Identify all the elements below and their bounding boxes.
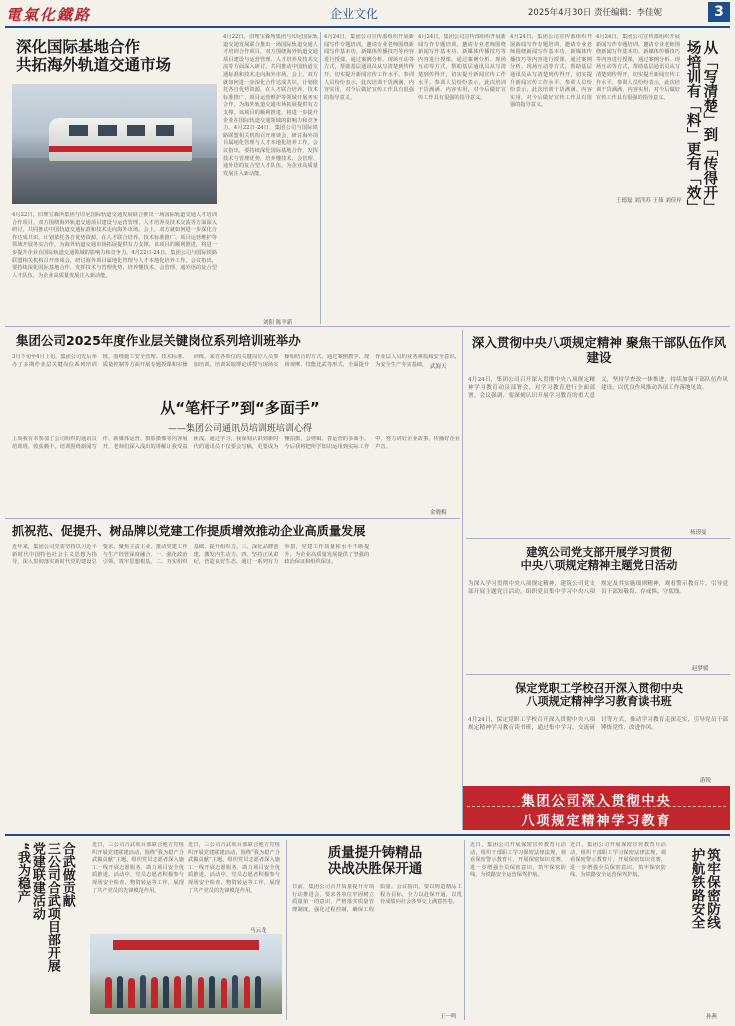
headline-pen-to-allrounder: 从“笔杆子”到“多面手” (160, 399, 320, 417)
masthead (0, 0, 735, 24)
headline-eight-rules-cadres: 深入贯彻中央八项规定精神 聚焦干部队伍作风建设 (471, 335, 727, 365)
page-number: 3 (708, 2, 730, 22)
byline-training: 武海天 (430, 364, 447, 370)
headline-baoding-school: 保定党职工学校召开深入贯彻中央 八项规定精神学习教育读书班 (515, 682, 683, 709)
headline-quality-improvement: 质量提升铸精品 决战决胜保开通 (327, 845, 423, 877)
headline-hewu-joint-activity: 合武做贡献 三公司合武项目部开展 党建联建活动 “我为稳产 (14, 842, 75, 972)
body-safety-part2: 近日，集团公司开展保密宣传教育月活动，组织干部职工学习保密法律法规，观看保密警示教育片，开展保密知识竞赛，进一步增强全员保密意识，筑牢保密防线，为铁路安全运营保驾护航。 (570, 842, 666, 879)
byline-intl: 刘阳 陈羊新 (263, 320, 293, 326)
photo-train-platform (12, 84, 217, 204)
headline-safety-secrecy: 筑牢保密防线 护航铁路安全 (688, 848, 721, 929)
body-hewu-part1: 近日，三公司合武项目部联合地方党组织开展党建联建活动，围绕“我为稳产合武做贡献”主题，组织党员志愿者深入施工一线开展志愿服务，助力项目安全优质推进。活动中，党员志愿者积极参与现场安全检查、物资转运等工作，展现了共产党员的先锋模范作用。 (92, 842, 184, 894)
byline-writing: 王德磊 刘洋苏 王茹 刘佳岸 (616, 198, 682, 204)
headline-construction-party: 建筑公司党支部开展学习贯彻 中央八项规定精神主题党日活动 (520, 546, 678, 573)
study-campaign-banner: 集团公司深入贯彻中央 八项规定精神学习教育 (463, 786, 730, 830)
body-writing-part4: 4月24日，集团公司宣传部组织开展新闻写作专题培训，邀请专业老师围绕新闻写作基本功、新媒体传播技巧等内容进行授课，通过案例分析、现场互动等方式，帮助基层通讯员从写清楚到传得开，切实提升新闻宣传工作水平。参训人员纷纷表示，此次培训干货满满、内容实用，对今后做好宣传工作具有很强的指导意义。 (596, 34, 680, 101)
headline-training-class: 集团公司2025年度作业层关键岗位系列培训班举办 (16, 333, 301, 348)
body-writing-part1: 4月24日，集团公司宣传部组织开展新闻写作专题培训，邀请专业老师围绕新闻写作基本功、新媒体传播技巧等内容进行授课，通过案例分析、现场互动等方式，帮助基层通讯员从写清楚到传得开，切实提升新闻宣传工作水平。参训人员纷纷表示，此次培训干货满满、内容实用，对今后做好宣传工作具有很强的指导意义。 (324, 34, 414, 101)
byline-school: 游锐 (700, 778, 712, 784)
headline-intl-cooperation: 深化国际基地合作 共拓海外轨道交通市场 (16, 38, 172, 75)
body-eight-rules-cadres: 4月24日，集团公司召开深入贯彻中央八项规定精神学习教育动员部署会，对学习教育进行全面部署。会议强调，要深刻认识开展学习教育的重大意义，坚持学查改一体推进，持续加强干部队伍作风建设，以优良作风推动各项工作落地见效。 (468, 377, 728, 399)
byline-eight-rules: 杨璟曼 (690, 530, 707, 536)
body-quality-improvement: 日前，集团公司召开质量提升专项行动推进会，要求各单位牢固树立质量第一的意识，严格落实质量管理制度，强化过程控制，确保工程质量。会议指出，要以铸造精品工程为目标，全力以赴保开通，以优异成绩向社会各界交上满意答卷。 (292, 884, 462, 913)
masthead-rule (5, 26, 730, 28)
body-training: 3月下旬至4月上旬，集团公司先后举办了多期作业层关键岗位系列培训班，围绕施工安全管理、技术标准、质量控制等方面开展专题授课和实操训练，来自各单位的关键岗位人员参加培训。培训采取理论讲授与现场实操相结合的方式，通过案例教学、现场观摩、技能比武等形式，全面提升作业层人员的业务素质和安全意识，为安全生产夯实基础。 (12, 354, 460, 368)
body-baoding-school: 4月24日，保定党职工学校召开深入贯彻中央八项规定精神学习教育读书班，通过集中学习、交流研讨等方式，推动学习教育走深走实，引导党员干部锤炼党性、改进作风。 (468, 717, 728, 731)
body-intl-part2: 4月22日，旧理宝森所集团与印尼国际轨道交通发展联合推出一场国际轨道交通人才培训合作项目，双方围绕海外轨道交通项目建设与运营管理、人才培养及技术交流等方面深入研讨，共同推动中国轨道交通标准和技术走向海外市场。会上，双方就如何进一步深化合作达成共识，计划依托各自优势资源，在人才联合培养、技术标准推广、项目运营维护等领域开展务实合作，为海外轨道交通市场拓展提供有力支撑。该项目的顺利推进，将进一步提升企业在国际轨道交通领域的影响力和竞争力。4月22日-24日，集团公司与国际铁路联盟相关机构召开座谈会，研讨海外项目属地化管理与人才本地化培养工作。会议指出，要持续深化国际基地合作，发挥技术与管理优势，培养懂技术、会管理、通外语的复合型人才队伍，为企业高质量发展注入新动能。 (223, 34, 318, 177)
byline-construction: 赵梦媛 (692, 666, 709, 672)
photo-volunteer-group (90, 934, 282, 1014)
newspaper-logo: 電氣化鐵路 (6, 6, 92, 24)
body-party-quality: 近年来，集团公司党委坚持以习近平新时代中国特色社会主义思想为指导，深入贯彻落实新时代党的建设总要求，聚焦主责主业，推动党建工作与生产经营深度融合。一、强化政治引领，筑牢思想根基。二、夯实组织基础，提升组织力。三、深化品牌创建，激发内生动力。四、坚持正风肃纪，营造良好生态。通过一系列有力举措，党建工作质量和水平不断提升，为企业高质量发展提供了坚强的政治保证和组织保证。 (12, 544, 370, 566)
headline-party-quality: 抓祝范、促提升、树品牌以党建工作提质增效推动企业高质量发展 (12, 524, 366, 538)
byline-quality-improvement: 王一鸣 (440, 1014, 457, 1020)
headline-writing-training: 从「写清楚」到「传得开」 场培训有「料」更有「效」 (684, 40, 718, 214)
subtitle-pen-to-allrounder: ——集团公司通讯员培训班培训心得 (167, 424, 312, 434)
issue-date-editor: 2025年4月30日 责任编辑：李佳妮 (528, 8, 663, 18)
body-construction-party: 为深入学习贯彻中央八项规定精神，建筑公司党支部开展主题党日活动，组织党员集中学习中央八项规定及其实施细则精神，观看警示教育片，引导党员干部知敬畏、存戒惧、守底线。 (468, 581, 728, 595)
byline-safety: 孙燕 (706, 1014, 718, 1020)
body-intl-part1: 4月22日，旧理宝森所集团与印尼国际轨道交通发展联合推出一场国际轨道交通人才培训合作项目，双方围绕海外轨道交通项目建设与运营管理、人才培养及技术交流等方面深入研讨，共同推动中国轨道交通标准和技术走向海外市场。会上，双方就如何进一步深化合作达成共识，计划依托各自优势资源，在人才联合培养、技术标准推广、项目运营维护等领域开展务实合作，为海外轨道交通市场拓展提供有力支撑。该项目的顺利推进，将进一步提升企业在国际轨道交通领域的影响力和竞争力。4月22日-24日，集团公司与国际铁路联盟相关机构召开座谈会，研讨海外项目属地化管理与人才本地化培养工作。会议指出，要持续深化国际基地合作，发挥技术与管理优势，培养懂技术、会管理、通外语的复合型人才队伍，为企业高质量发展注入新动能。 (12, 212, 217, 279)
section-name: 企业文化 (330, 7, 379, 21)
body-writing-part3: 4月24日，集团公司宣传部组织开展新闻写作专题培训，邀请专业老师围绕新闻写作基本功、新媒体传播技巧等内容进行授课，通过案例分析、现场互动等方式，帮助基层通讯员从写清楚到传得开，切实提升新闻宣传工作水平。参训人员纷纷表示，此次培训干货满满、内容实用，对今后做好宣传工作具有很强的指导意义。 (510, 34, 592, 109)
body-pen-to-allrounder: 上周我有幸参加了公司组织的通讯员培训班，收获颇丰。培训围绕新闻写作、新媒体运营、摄影摄像等内容展开，老师们深入浅出的讲解让我受益匪浅。通过学习，我深刻认识到新时代的通讯员不仅要会写稿，更要成为懂拍摄、会剪辑、善运营的多面手。今后我将把所学知识运用到实际工作中，努力讲好企业故事，传播好企业声音。 (12, 436, 460, 450)
body-safety-part1: 近日，集团公司开展保密宣传教育月活动，组织干部职工学习保密法律法规，观看保密警示教育片，开展保密知识竞赛，进一步增强全员保密意识，筑牢保密防线，为铁路安全运营保驾护航。 (470, 842, 566, 879)
body-writing-part2: 4月24日，集团公司宣传部组织开展新闻写作专题培训，邀请专业老师围绕新闻写作基本功、新媒体传播技巧等内容进行授课，通过案例分析、现场互动等方式，帮助基层通讯员从写清楚到传得开，切实提升新闻宣传工作水平。参训人员纷纷表示，此次培训干货满满、内容实用，对今后做好宣传工作具有很强的指导意义。 (418, 34, 506, 101)
byline-hewu: 马云龙 (250, 928, 267, 934)
body-hewu-part2: 近日，三公司合武项目部联合地方党组织开展党建联建活动，围绕“我为稳产合武做贡献”主题，组织党员志愿者深入施工一线开展志愿服务，助力项目安全优质推进。活动中，党员志愿者积极参与现场安全检查、物资转运等工作，展现了共产党员的先锋模范作用。 (188, 842, 280, 894)
byline-pen: 金晓梅 (430, 510, 447, 516)
